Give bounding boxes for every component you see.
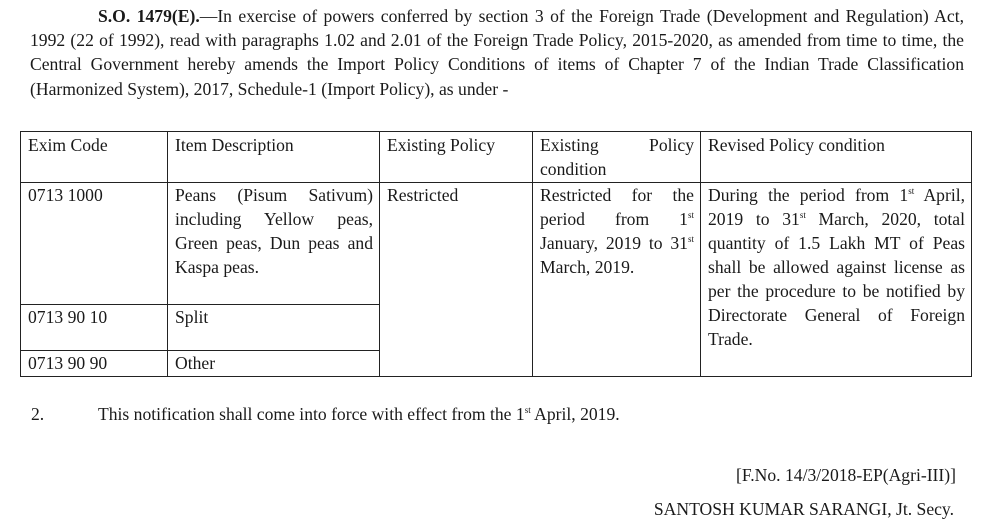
revised-condition-cell (701, 183, 972, 377)
existing-policy-cell: Restricted (380, 183, 533, 377)
table-row (21, 183, 972, 305)
paragraph-2-text-b: April, 2019. (530, 404, 620, 424)
existing-condition-sup-a: st (687, 210, 694, 220)
revised-condition-text-a: During the period from 1 (708, 185, 909, 205)
exim-code-cell: 0713 90 10 (21, 305, 168, 351)
signatory: SANTOSH KUMAR SARANGI, Jt. Secy. (653, 499, 954, 519)
exim-code-cell: 0713 90 90 (21, 351, 168, 377)
existing-condition-text-a: Restricted for the period from 1 (540, 185, 694, 229)
item-description-cell: Other (168, 351, 380, 377)
header-item-description: Item Description (168, 132, 380, 183)
revised-condition-text-b: April, 2019 to 31 (708, 185, 965, 229)
existing-condition-cell (533, 183, 701, 377)
existing-condition-sup-b: st (687, 234, 694, 244)
revised-condition-text-c: March, 2020, total quantity of 1.5 Lakh MT of Peas shall be allowed against license as per the procedure to be notified by Directorate General of Foreign Trade. (708, 209, 966, 349)
header-existing-policy: Existing Policy (380, 132, 533, 183)
revised-condition-sup-a: st (908, 186, 915, 196)
intro-paragraph (30, 4, 964, 101)
policy-table (20, 131, 972, 377)
paragraph-2-text-a: This notification shall come into force with effect from the 1 (98, 404, 525, 424)
file-number: [F.No. 14/3/2018-EP(Agri-III)] (736, 465, 956, 485)
item-description-cell: Peans (Pisum Sativum) including Yellow peas, Green peas, Dun peas and Kaspa peas. (168, 183, 380, 305)
paragraph-number: 2. (31, 404, 45, 424)
paragraph-2 (31, 402, 961, 426)
header-existing-condition: Existing Policy condition (533, 132, 701, 183)
existing-condition-text-b: January, 2019 to 31 (540, 233, 688, 253)
paragraph-2-sup: st (524, 405, 531, 415)
item-description-cell: Split (168, 305, 380, 351)
header-revised-condition: Revised Policy condition (701, 132, 972, 183)
table-header-row (21, 132, 972, 183)
intro-body: —In exercise of powers conferred by section 3 of the Foreign Trade (Development and Regulation) Act, 1992 (22 of 1992), read with paragraphs 1.02 and 2.01 of the Foreign Trade Policy, 2015-2020, as amended from time to time, the Central Government hereby amends the Import Policy Conditions of items of Chapter 7 of the Indian Trade Classification (Harmonized System), 2017, Schedule-1 (Import Policy), as under - (30, 6, 964, 99)
so-number: S.O. 1479(E). (98, 6, 200, 26)
revised-condition-sup-b: st (799, 210, 806, 220)
exim-code-cell: 0713 1000 (21, 183, 168, 305)
header-exim-code: Exim Code (21, 132, 168, 183)
existing-condition-text-c: March, 2019. (540, 257, 635, 277)
